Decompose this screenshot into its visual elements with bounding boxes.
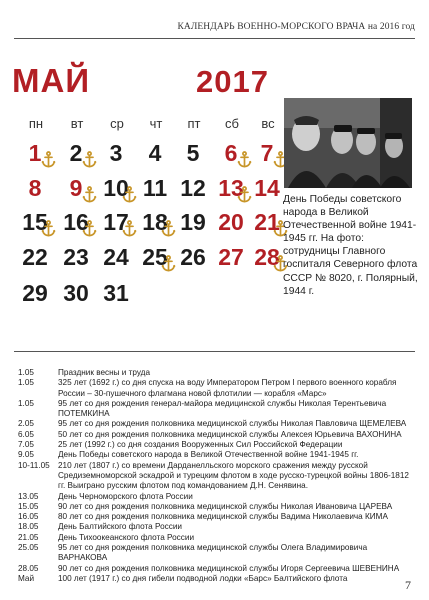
event-row <box>18 564 418 574</box>
event-row <box>18 543 418 564</box>
calendar-day: 18 <box>142 209 168 235</box>
anchor-icon <box>122 220 137 237</box>
event-row <box>18 492 418 502</box>
event-row <box>18 502 418 512</box>
calendar-day: 30 <box>63 280 89 306</box>
event-date: 18.05 <box>18 522 39 532</box>
event-row <box>18 440 418 450</box>
calendar-day: 14 <box>254 175 280 201</box>
calendar-day: 26 <box>180 244 206 270</box>
calendar-day: 2 <box>69 140 83 166</box>
photo <box>284 98 412 188</box>
weekday-header: вт <box>70 116 84 131</box>
calendar-day: 29 <box>22 280 48 306</box>
anchor-icon <box>82 220 97 237</box>
year-title: 2017 <box>196 64 269 99</box>
anchor-icon <box>82 151 97 168</box>
weekday-header: ср <box>110 116 124 131</box>
calendar-day: 17 <box>103 209 129 235</box>
event-text: 25 лет (1992 г.) со дня создания Вооруженных Сил Российской Федерации <box>58 440 343 450</box>
event-date: 15.05 <box>18 501 39 511</box>
event-row <box>18 512 418 522</box>
anchor-icon <box>41 151 56 168</box>
calendar-day: 24 <box>103 244 129 270</box>
event-text: 325 лет (1692 г.) со дня спуска на воду Императором Петром I первого военного корабля России – 30-пушечного флагмана новой флотилии — корабля «Марс» <box>58 378 397 398</box>
calendar-day: 10 <box>103 175 129 201</box>
event-row <box>18 461 418 492</box>
event-text: 210 лет (1807 г.) со времени Дарданелльского морского сражения между русской Средиземноморской эскадрой и турецким флотом в ходе русско-турецкой войны 1806-1812 гг. Выиграно русским флотом под командованием Д.Н. Сенявина. <box>58 460 409 491</box>
event-text: 50 лет со дня рождения полковника медицинской службы Алексея Юрьевича ВАХОНИНА <box>58 429 402 439</box>
calendar-day: 28 <box>254 244 280 270</box>
event-text: День Победы советского народа в Великой Отечественной войне 1941-1945 гг. <box>58 450 359 460</box>
calendar-day: 12 <box>180 175 206 201</box>
weekday-header: пн <box>28 116 44 131</box>
event-date: 10-11.05 <box>18 460 50 470</box>
event-date: 1.05 <box>18 368 34 377</box>
event-date: 25.05 <box>18 543 39 553</box>
event-date: 16.05 <box>18 512 39 522</box>
event-date: 21.05 <box>18 532 39 542</box>
event-text: 95 лет со дня рождения полковника медицинской службы Олега Владимировича ВАРНАКОВА <box>58 543 368 563</box>
page-number: 7 <box>405 578 411 592</box>
calendar-day: 11 <box>142 175 168 201</box>
running-head: КАЛЕНДАРЬ ВОЕННО-МОРСКОГО ВРАЧА на 2016 год <box>177 22 415 32</box>
event-date: 2.05 <box>18 419 34 429</box>
calendar-day: 7 <box>260 140 274 166</box>
event-date: 7.05 <box>18 440 34 450</box>
event-date: 1.05 <box>18 378 34 388</box>
event-text: 90 лет со дня рождения полковника медицинской службы Игоря Сергеевича ШЕВЕНИНА <box>58 563 400 573</box>
event-text: 95 лет со дня рождения генерал-майора медицинской службы Николая Терентьевича ПОТЕМКИНА <box>58 398 387 419</box>
event-date: 1.05 <box>18 398 34 408</box>
calendar-day: 21 <box>254 209 280 235</box>
calendar-day: 15 <box>22 209 48 235</box>
calendar-day: 16 <box>63 209 89 235</box>
calendar-day: 23 <box>63 244 89 270</box>
photo-caption: День Победы советского народа в Великой Отечественной войне 1941-1945 гг. На фото: сотрудницы Главного госпиталя Северного флота СССР № 8020, г. Полярный, 1944 г. <box>283 194 418 297</box>
event-date: 9.05 <box>18 450 34 460</box>
calendar-day: 9 <box>69 175 83 201</box>
event-text: 90 лет со дня рождения полковника медицинской службы Николая Ивановича ЦАРЕВА <box>58 501 393 511</box>
event-row <box>18 378 418 399</box>
calendar-day: 1 <box>28 140 42 166</box>
calendar-day: 5 <box>186 140 200 166</box>
event-row <box>18 522 418 532</box>
event-row <box>18 533 418 543</box>
calendar-day: 13 <box>218 175 244 201</box>
anchor-icon <box>122 186 137 203</box>
calendar-day: 8 <box>28 175 42 201</box>
anchor-icon <box>82 186 97 203</box>
event-row <box>18 450 418 460</box>
calendar-day: 20 <box>218 209 244 235</box>
weekday-header: сб <box>225 116 239 131</box>
event-row <box>18 399 418 420</box>
weekday-header: вс <box>261 116 275 131</box>
calendar-day: 27 <box>218 244 244 270</box>
event-row <box>18 368 418 378</box>
calendar-day: 3 <box>109 140 123 166</box>
event-row <box>18 574 418 584</box>
weekday-header: чт <box>149 116 163 131</box>
list-rule <box>14 351 415 352</box>
event-row <box>18 430 418 440</box>
calendar-day: 19 <box>180 209 206 235</box>
event-text: День Балтийского флота России <box>58 522 182 532</box>
header-rule <box>14 38 415 39</box>
event-text: День Тихоокеанского флота России <box>58 532 195 542</box>
calendar-day: 22 <box>22 244 48 270</box>
anchor-icon <box>41 220 56 237</box>
event-row <box>18 419 418 429</box>
event-text: 80 лет со дня рождения полковника медицинской службы Вадима Николаевича КИМА <box>58 512 388 522</box>
month-title: МАЙ <box>12 62 91 99</box>
event-text: Праздник весны и труда <box>58 368 151 377</box>
event-text: 95 лет со дня рождения полковника медицинской службы Николая Павловича ЩЕМЕЛЕВА <box>58 419 407 429</box>
events-list <box>18 368 418 584</box>
event-date: Май <box>18 573 35 583</box>
weekday-header: пт <box>187 116 201 131</box>
event-text: 100 лет (1917 г.) со дня гибели подводной лодки «Барс» Балтийского флота <box>58 573 348 583</box>
event-text: День Черноморского флота России <box>58 491 193 501</box>
calendar-day: 31 <box>103 280 129 306</box>
event-date: 13.05 <box>18 491 39 501</box>
calendar-day: 4 <box>148 140 162 166</box>
event-date: 28.05 <box>18 563 39 573</box>
calendar-day: 25 <box>142 244 168 270</box>
calendar-day: 6 <box>224 140 238 166</box>
event-date: 6.05 <box>18 429 34 439</box>
